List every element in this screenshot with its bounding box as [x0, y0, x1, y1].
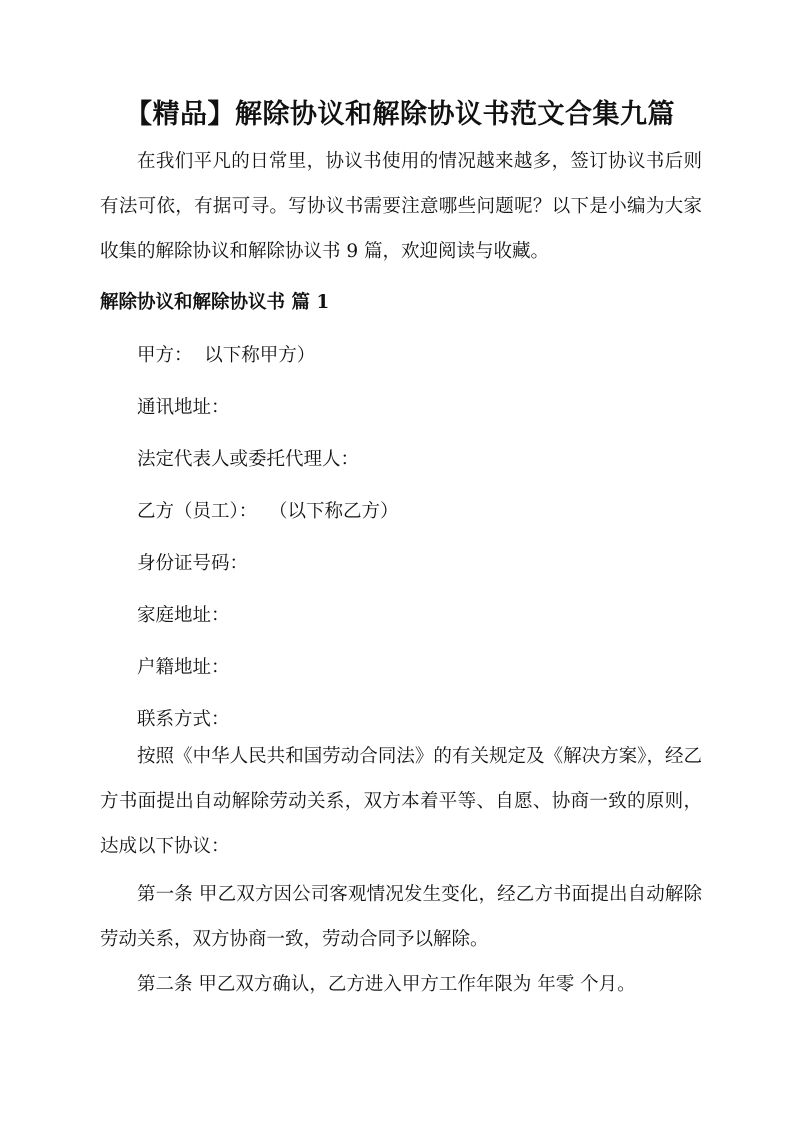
- document-title: 【精品】解除协议和解除协议书范文合集九篇: [125, 99, 675, 130]
- field-household-address: 户籍地址：: [137, 657, 230, 678]
- clause-1-paragraph: 第一条 甲乙双方因公司客观情况发生变化，经乙方书面提出自动解除劳动关系，双方协商一致，劳动合同予以解除。: [100, 884, 702, 950]
- field-party-a: 甲方： 以下称甲方）: [137, 345, 316, 366]
- intro-paragraph: 在我们平凡的日常里，协议书使用的情况越来越多，签订协议书后则有法可依，有据可寻。写协议书需要注意哪些问题呢？以下是小编为大家收集的解除协议和解除协议书 9 篇，欢迎阅读与收藏。: [100, 151, 702, 262]
- field-id-number: 身份证号码：: [137, 553, 249, 574]
- clause-2-paragraph: 第二条 甲乙双方确认，乙方进入甲方工作年限为 年零 个月。: [137, 974, 636, 995]
- section-heading: 解除协议和解除协议书 篇 1: [100, 292, 330, 313]
- field-address: 通讯地址：: [137, 397, 230, 418]
- field-legal-representative: 法定代表人或委托代理人：: [137, 449, 360, 470]
- field-home-address: 家庭地址：: [137, 605, 230, 626]
- field-party-b: 乙方（员工）： （以下称乙方）: [137, 501, 399, 522]
- field-contact: 联系方式：: [137, 709, 230, 730]
- clause-intro-paragraph: 按照《中华人民共和国劳动合同法》的有关规定及《解决方案》，经乙方书面提出自动解除劳动关系，双方本着平等、自愿、协商一致的原则，达成以下协议：: [100, 746, 702, 857]
